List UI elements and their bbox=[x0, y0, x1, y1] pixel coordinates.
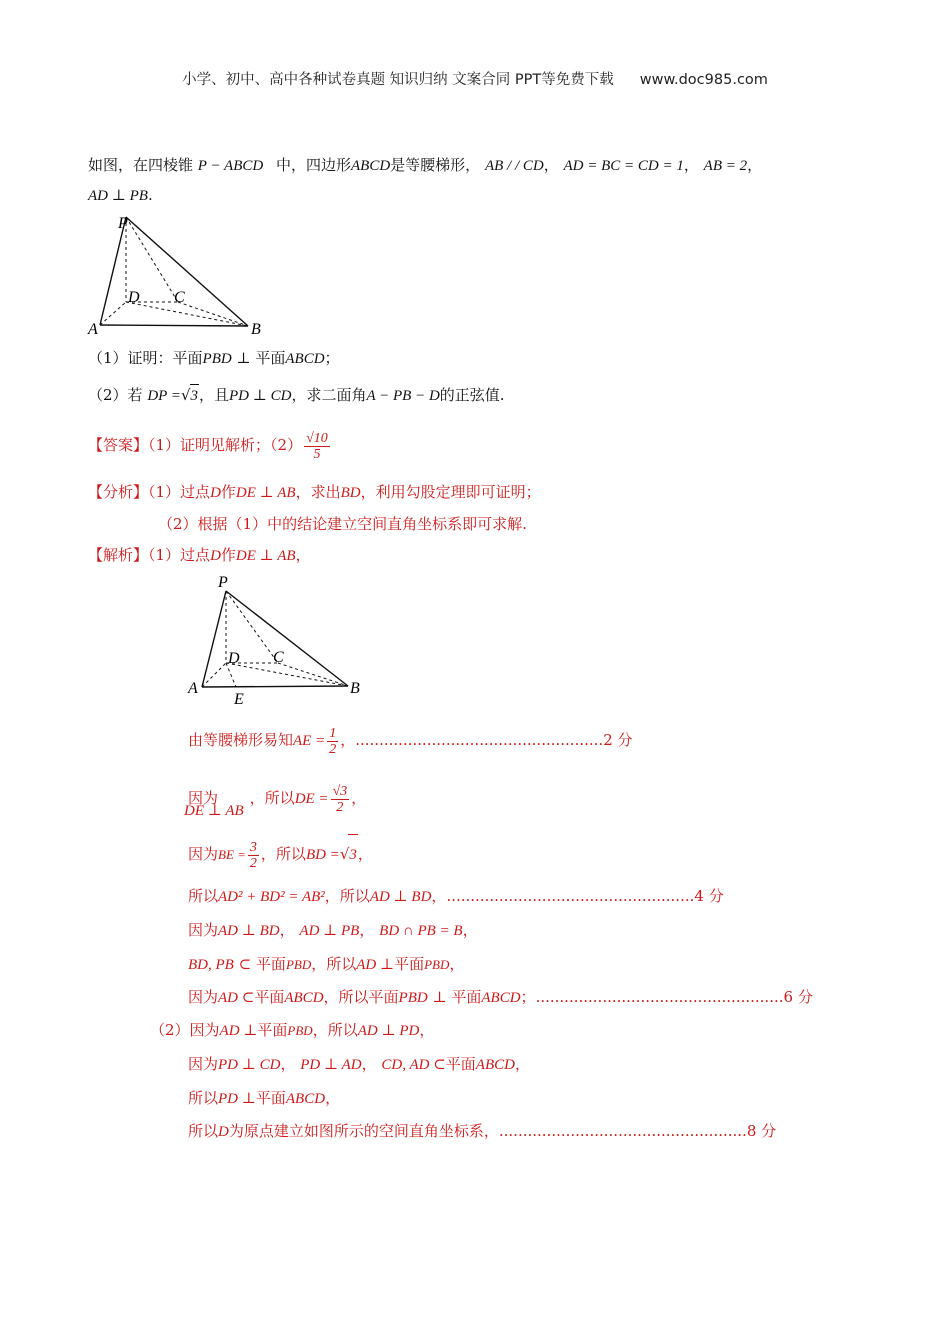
label-p: P bbox=[218, 574, 228, 591]
answer-tag: 【答案】 bbox=[88, 436, 149, 454]
analysis-line-2: （2）根据（1）中的结论建立空间直角坐标系即可求解. bbox=[158, 515, 527, 533]
score-2: 2 分 bbox=[603, 731, 633, 749]
problem-line-2: AD ⊥ PB. bbox=[88, 186, 153, 204]
solution-tag: 【解析】 bbox=[88, 546, 149, 564]
analysis-tag: 【分析】 bbox=[88, 483, 149, 501]
solution-step-6: BD, PB ⊂ 平面PBD，所以AD ⊥平面PBD， bbox=[188, 955, 465, 973]
label-e: E bbox=[234, 691, 244, 708]
label-p: P bbox=[118, 215, 128, 232]
part2-line-4: 所以D为原点建立如图所示的空间直角坐标系，....................................................8 分 bbox=[188, 1122, 777, 1140]
score-8: 8 分 bbox=[746, 1122, 777, 1140]
part2-line-2: 因为PD ⊥ CD， PD ⊥ AD， CD, AD ⊂平面ABCD， bbox=[188, 1055, 530, 1073]
edge-cb bbox=[178, 302, 248, 326]
edge-cb bbox=[278, 663, 348, 686]
edge-ab bbox=[202, 686, 348, 687]
analysis-line-1: 【分析】（1）过点D作DE ⊥ AB，求出BD，利用勾股定理即可证明； bbox=[88, 483, 541, 501]
label-b: B bbox=[251, 321, 261, 338]
edge-db bbox=[126, 302, 248, 326]
edge-ad bbox=[100, 302, 126, 325]
part2-line-3: 所以PD ⊥平面ABCD， bbox=[188, 1089, 341, 1107]
part2-line-1: （2）因为AD ⊥平面PBD，所以AD ⊥ PD， bbox=[150, 1021, 435, 1039]
score-4: 4 分 bbox=[694, 887, 724, 905]
label-d: D bbox=[228, 650, 240, 667]
solution-line-0: 【解析】（1）过点D作DE ⊥ AB， bbox=[88, 546, 311, 564]
edge-ab bbox=[100, 325, 248, 326]
label-c: C bbox=[273, 649, 284, 666]
solution-step-1: 由等腰梯形易知AE = $\frac{1}{2}$ ，....................................................2 分 bbox=[188, 725, 633, 757]
answer-fraction: $\frac{√10}{5}$ bbox=[306, 430, 328, 462]
label-a: A bbox=[188, 680, 198, 697]
header-tagline: 小学、初中、高中各种试卷真题 知识归纳 文案合同 PPT等免费下载 bbox=[182, 72, 614, 88]
page-header bbox=[0, 68, 950, 89]
solution-step-5: 因为AD ⊥ BD， AD ⊥ PB， BD ∩ PB = B， bbox=[188, 921, 478, 939]
label-b: B bbox=[350, 680, 360, 697]
question-2: （2）若 DP =√3，且PD ⊥ CD，求二面角A − PB − D的正弦值. bbox=[88, 384, 505, 407]
edge-pb bbox=[126, 217, 248, 326]
solution-step-3: 因为BE = $\frac{3}{2}$ ，所以BD =√3， bbox=[188, 834, 373, 875]
header-url[interactable]: www.doc985.com bbox=[639, 72, 768, 88]
label-d: D bbox=[128, 289, 140, 306]
solution-step-2: 因为DE ⊥ AB，所以DE = $\frac{√3}{2}$ ， bbox=[184, 783, 367, 819]
pyramid-figure-2 bbox=[184, 573, 374, 709]
edge-pb bbox=[226, 591, 348, 686]
question-1: （1）证明：平面PBD ⊥ 平面ABCD； bbox=[88, 349, 340, 367]
pyramid-figure-1 bbox=[84, 212, 274, 338]
answer-line: 【答案】（1）证明见解析；（2） $\frac{√10}{5}$ bbox=[88, 430, 328, 462]
score-6: 6 分 bbox=[783, 988, 813, 1006]
solution-step-7: 因为AD ⊂平面ABCD，所以平面PBD ⊥ 平面ABCD；....................................................6 分 bbox=[188, 988, 813, 1006]
solution-step-4: 所以AD² + BD² = AB²，所以AD ⊥ BD，....................................................4 分 bbox=[188, 887, 724, 905]
label-c: C bbox=[174, 289, 185, 306]
pyramid-name: P − ABCD bbox=[197, 158, 264, 174]
problem-line-1: 如图，在四棱锥 P − ABCD 中，四边形ABCD是等腰梯形， AB / / CD， AD = BC = CD = 1， AB = 2， bbox=[88, 156, 763, 174]
edge-pa bbox=[202, 591, 226, 687]
edge-pa bbox=[100, 217, 126, 325]
edge-db bbox=[226, 663, 348, 686]
label-a: A bbox=[88, 321, 98, 338]
